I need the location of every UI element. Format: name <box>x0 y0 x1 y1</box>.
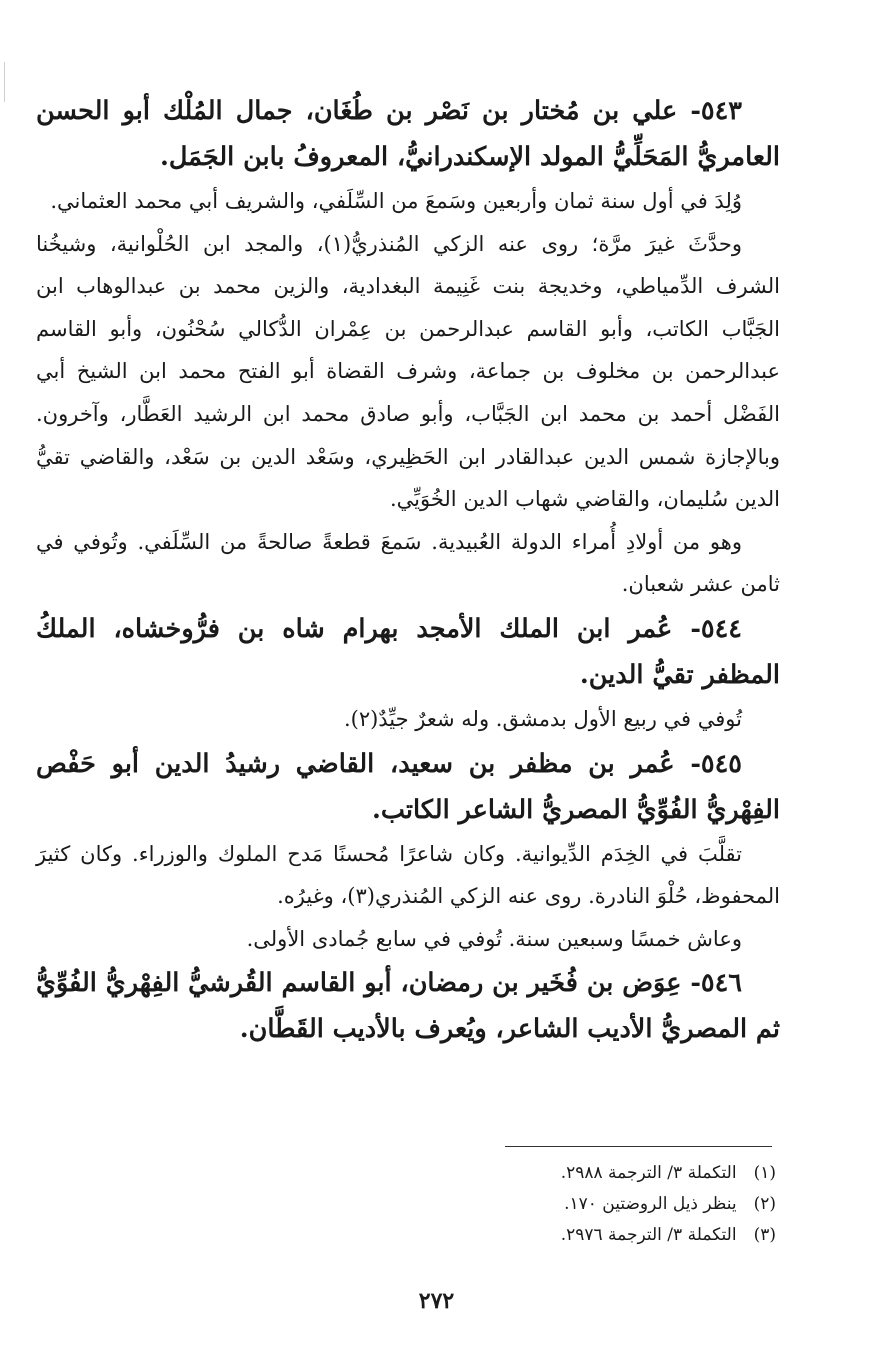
footnote-text: التكملة ٣/ الترجمة ٢٩٧٦. <box>560 1225 737 1245</box>
footnotes <box>440 1158 776 1251</box>
footnote-divider <box>505 1146 772 1147</box>
entry-heading-545: ٥٤٥- عُمر بن مظفر بن سعيد، القاضي رشيدُ الدين أبو حَفْص الفِهْريُّ الفُوِّيُّ المصريُّ الشاعر الكاتب. <box>36 748 780 825</box>
page-body <box>36 88 780 1052</box>
entry-543-para-2: وحدَّثَ غيرَ مرَّة؛ روى عنه الزكي المُنذريُّ(١)، والمجد ابن الحُلْوانية، وشيخُنا الشرف الدِّمياطي، وخديجة بنت غَنِيمة البغدادية، والزين محمد بن عبدالوهاب ابن الجَبَّاب الكاتب، وأبو القاسم عبدالرحمن بن عِمْران الدُّكالي سُحْنُون، وأبو القاسم عبدالرحمن بن مخلوف بن جماعة، وشرف القضاة أبو الفتح محمد ابن الشيخ أبي الفَضْل أحمد بن محمد ابن الجَبَّاب، وأبو صادق محمد ابن الرشيد العَطَّار، وآخرون. وبالإجازة شمس الدين عبدالقادر ابن الحَظِيري، وسَعْد الدين بن سَعْد، والقاضي تقيُّ الدين سُليمان، والقاضي شهاب الدين الخُوَيِّي. <box>36 231 780 512</box>
footnote-number: (٢) <box>753 1194 776 1214</box>
footnote-number: (١) <box>753 1163 776 1183</box>
entry-heading-546: ٥٤٦- عِوَض بن فُخَير بن رمضان، أبو القاسم القُرشيُّ الفِهْريُّ الفُوِّيُّ ثم المصريُّ الأديب الشاعر، ويُعرف بالأديب القَطَّان. <box>36 968 780 1045</box>
footnote-2 <box>440 1189 776 1220</box>
entry-545-para-2: وعاش خمسًا وسبعين سنة. تُوفي في سابع جُمادى الأولى. <box>246 926 742 951</box>
footnote-text: ينظر ذيل الروضتين ١٧٠. <box>564 1194 737 1214</box>
footnote-number: (٣) <box>753 1225 776 1245</box>
entry-543-para-1: وُلِدَ في أول سنة ثمان وأربعين وسَمعَ من السِّلَفي، والشريف أبي محمد العثماني. <box>50 189 742 213</box>
entry-544-para-1: تُوفي في ربيع الأول بدمشق. وله شعرٌ جيِّدٌ(٢). <box>343 706 742 731</box>
entry-heading-544: ٥٤٤- عُمر ابن الملك الأمجد بهرام شاه بن فرُّوخشاه، الملكُ المظفر تقيُّ الدين. <box>36 613 780 690</box>
footnote-text: التكملة ٣/ الترجمة ٢٩٨٨. <box>560 1163 737 1183</box>
entry-545-para-1: تقلَّبَ في الخِدَم الدِّيوانية. وكان شاعرًا مُحسنًا مَدح الملوك والوزراء. وكان كثيرَ المحفوظ، حُلْوَ النادرة. روى عنه الزكي المُنذري(٣)، وغيرُه. <box>36 841 780 909</box>
footnote-1 <box>440 1158 776 1189</box>
margin-mark <box>4 62 5 102</box>
footnote-3 <box>440 1220 776 1251</box>
entry-543-para-3: وهو من أولادِ أُمراء الدولة العُبيدية. سَمعَ قطعةً صالحةً من السِّلَفي. وتُوفي في ثامن عشر شعبان. <box>36 529 780 597</box>
page-number: ٢٧٢ <box>418 1288 455 1314</box>
entry-heading-543: ٥٤٣- علي بن مُختار بن نَصْر بن طُغَان، جمال المُلْك أبو الحسن العامريُّ المَحَلِّيُّ المولد الإسكندرانيُّ، المعروفُ بابن الجَمَل. <box>36 96 780 172</box>
